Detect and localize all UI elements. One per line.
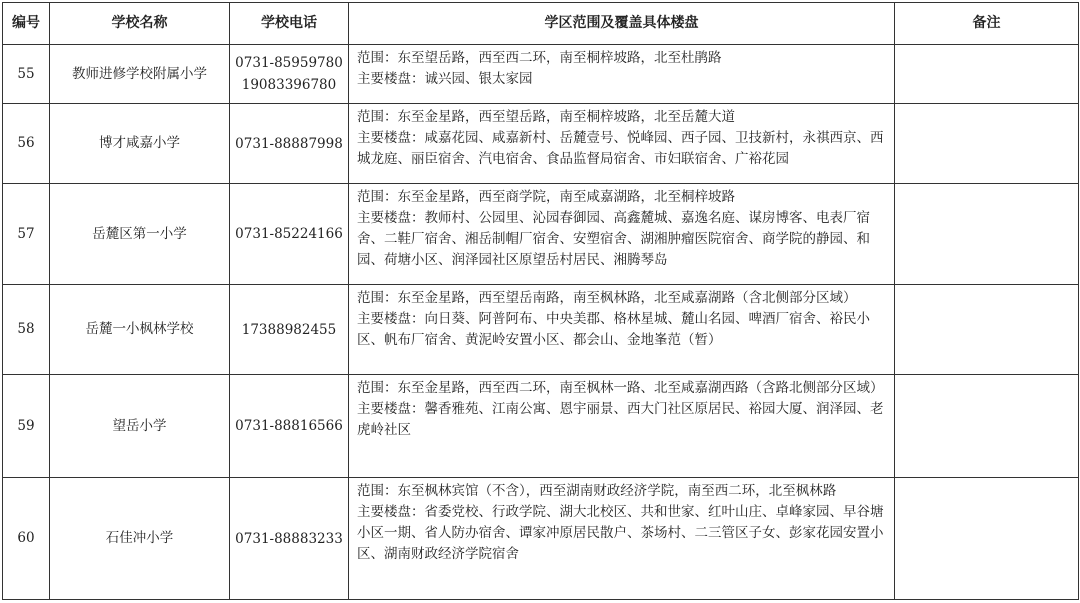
header-scope: 学区范围及覆盖具体楼盘 bbox=[349, 3, 895, 45]
phone-line: 0731-88816566 bbox=[235, 418, 343, 434]
header-no: 编号 bbox=[3, 3, 50, 45]
row-note bbox=[895, 285, 1079, 375]
row-school-name: 教师进修学校附属小学 bbox=[50, 45, 230, 104]
phone-line: 0731-85224166 bbox=[235, 226, 343, 242]
school-district-table bbox=[2, 2, 1079, 600]
scope-estates: 主要楼盘：教师村、公园里、沁园春御园、高鑫麓城、嘉逸名庭、谋房博客、电表厂宿舍、二鞋厂宿舍、湘岳制帽厂宿舍、安塑宿舍、湖湘肿瘤医院宿舍、商学院的静园、和园、荷塘小区、润泽园社区原望岳村居民、湘腾琴岛 bbox=[357, 210, 870, 268]
row-note bbox=[895, 45, 1079, 104]
row-note bbox=[895, 478, 1079, 600]
header-row bbox=[3, 3, 1079, 45]
scope-estates: 主要楼盘：馨香雅苑、江南公寓、恩宇丽景、西大门社区原居民、裕园大厦、润泽园、老虎岭社区 bbox=[357, 401, 884, 438]
row-scope bbox=[349, 375, 895, 478]
header-note: 备注 bbox=[895, 3, 1079, 45]
row-no: 59 bbox=[3, 375, 50, 478]
row-scope bbox=[349, 478, 895, 600]
row-note bbox=[895, 375, 1079, 478]
header-school-name: 学校名称 bbox=[50, 3, 230, 45]
table-row bbox=[3, 45, 1079, 104]
table-row bbox=[3, 478, 1079, 600]
scope-estates: 主要楼盘：向日葵、阿普阿布、中央美郡、格林星城、麓山名园、啤酒厂宿舍、裕民小区、帆布厂宿舍、黄泥岭安置小区、都会山、金地峯范（暂） bbox=[357, 311, 870, 348]
scope-range: 范围：东至望岳路，西至西二环，南至桐梓坡路，北至杜鹃路 bbox=[357, 50, 722, 66]
row-note bbox=[895, 104, 1079, 184]
row-phone bbox=[230, 285, 349, 375]
row-no: 57 bbox=[3, 184, 50, 285]
phone-line: 19083396780 bbox=[241, 77, 337, 93]
row-school-name: 博才咸嘉小学 bbox=[50, 104, 230, 184]
row-phone bbox=[230, 104, 349, 184]
row-no: 58 bbox=[3, 285, 50, 375]
row-no: 56 bbox=[3, 104, 50, 184]
table-row bbox=[3, 375, 1079, 478]
row-scope bbox=[349, 184, 895, 285]
scope-range: 范围：东至金星路，西至望岳南路，南至枫林路，北至咸嘉湖路（含北侧部分区域） bbox=[357, 290, 857, 306]
row-scope bbox=[349, 104, 895, 184]
phone-line: 0731-88887998 bbox=[235, 135, 343, 152]
table-row bbox=[3, 285, 1079, 375]
scope-estates: 主要楼盘：诚兴园、银太家园 bbox=[357, 71, 533, 87]
row-scope bbox=[349, 285, 895, 375]
phone-line: 0731-85959780 bbox=[235, 55, 343, 71]
row-phone bbox=[230, 478, 349, 600]
table-row bbox=[3, 184, 1079, 285]
row-scope bbox=[349, 45, 895, 104]
scope-range: 范围：东至金星路，西至西二环，南至枫林一路、北至咸嘉湖西路（含路北侧部分区域） bbox=[357, 380, 884, 396]
scope-estates: 主要楼盘：省委党校、行政学院、湖大北校区、共和世家、红叶山庄、卓峰家园、早谷塘小区一期、省人防办宿舍、谭家冲原居民散户、茶场村、二三管区子女、彭家花园安置小区、湖南财政经济学院宿舍 bbox=[357, 504, 884, 562]
scope-range: 范围：东至金星路，西至望岳路，南至桐梓坡路，北至岳麓大道 bbox=[357, 109, 735, 125]
phone-line: 17388982455 bbox=[241, 321, 337, 338]
row-phone bbox=[230, 45, 349, 104]
scope-estates: 主要楼盘：咸嘉花园、咸嘉新村、岳麓壹号、悦峰园、西子园、卫技新村，永祺西京、西城龙庭、丽臣宿舍、汽电宿舍、食品监督局宿舍、市妇联宿舍、广裕花园 bbox=[357, 130, 884, 167]
scope-range: 范围：东至枫林宾馆（不含），西至湖南财政经济学院，南至西二环，北至枫林路 bbox=[357, 483, 837, 499]
phone-line: 0731-88883233 bbox=[235, 530, 343, 547]
row-school-name: 石佳冲小学 bbox=[50, 478, 230, 600]
table-row bbox=[3, 104, 1079, 184]
header-phone: 学校电话 bbox=[230, 3, 349, 45]
row-school-name: 望岳小学 bbox=[50, 375, 230, 478]
row-school-name: 岳麓区第一小学 bbox=[50, 184, 230, 285]
row-phone bbox=[230, 184, 349, 285]
row-phone bbox=[230, 375, 349, 478]
scope-range: 范围：东至金星路，西至商学院，南至咸嘉湖路，北至桐梓坡路 bbox=[357, 189, 735, 205]
row-no: 60 bbox=[3, 478, 50, 600]
row-no: 55 bbox=[3, 45, 50, 104]
row-school-name: 岳麓一小枫林学校 bbox=[50, 285, 230, 375]
row-note bbox=[895, 184, 1079, 285]
